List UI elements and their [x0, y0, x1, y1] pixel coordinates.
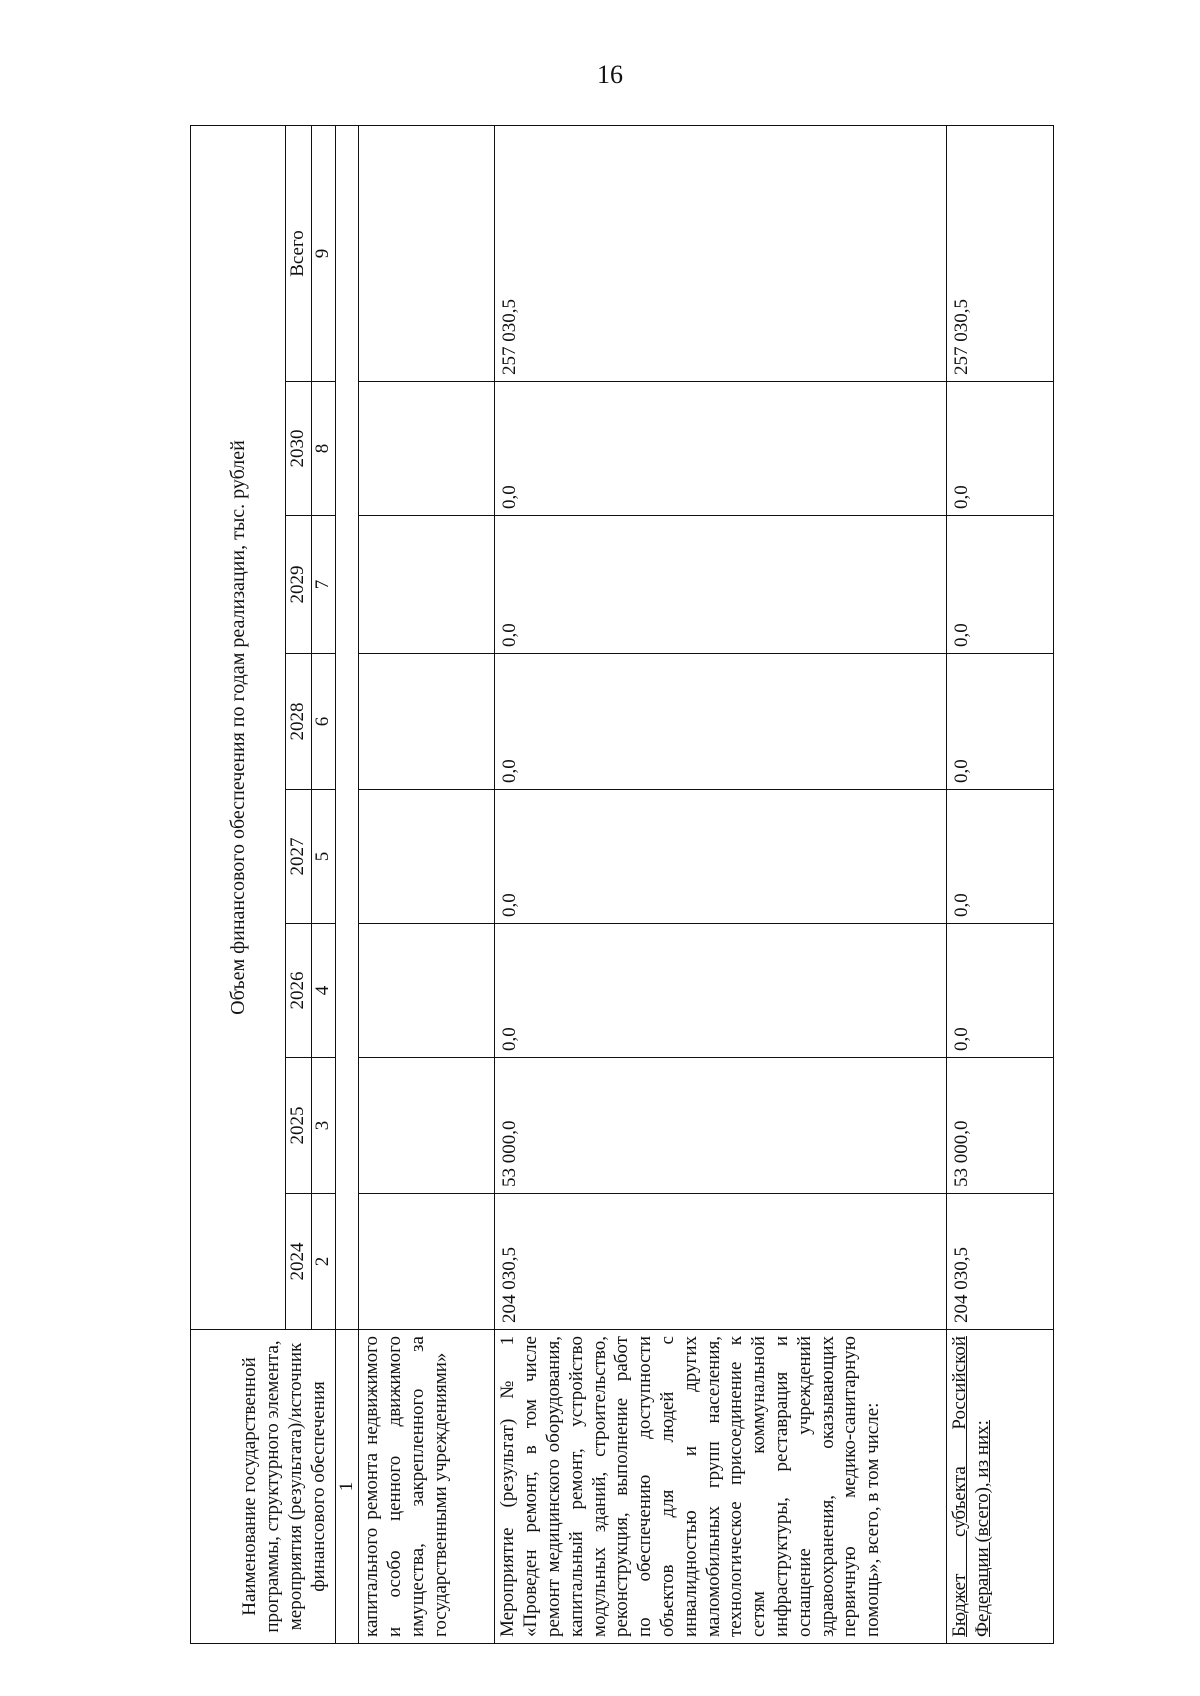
year-header: 2024 [286, 1194, 312, 1330]
column-number: 8 [311, 382, 335, 516]
year-header: 2027 [286, 790, 312, 924]
column-number: 1 [335, 1330, 359, 1644]
value-cell [359, 516, 495, 654]
year-header: 2028 [286, 654, 312, 790]
value-cell: 0,0 [947, 790, 1054, 924]
value-cell: 0,0 [947, 924, 1054, 1058]
row-name: Бюджет субъекта Российской Федерации (всего), из них: [947, 1330, 1054, 1644]
value-cell [359, 382, 495, 516]
value-cell [359, 1058, 495, 1194]
total-cell: 257 030,5 [947, 125, 1054, 381]
value-cell: 0,0 [947, 654, 1054, 790]
value-cell [359, 654, 495, 790]
total-cell: 257 030,5 [495, 125, 947, 381]
column-number: 6 [311, 654, 335, 790]
column-number: 3 [311, 1058, 335, 1194]
financing-table [190, 125, 1054, 1644]
rotated-table-wrapper [190, 126, 1054, 1644]
column-number: 9 [311, 125, 335, 381]
column-number: 5 [311, 790, 335, 924]
year-header: 2025 [286, 1058, 312, 1194]
value-cell: 0,0 [947, 382, 1054, 516]
value-cell [359, 924, 495, 1058]
value-cell: 204 030,5 [947, 1194, 1054, 1330]
column-number: 2 [311, 1194, 335, 1330]
year-header: 2030 [286, 382, 312, 516]
value-cell: 53 000,0 [495, 1058, 947, 1194]
column-number: 4 [311, 924, 335, 1058]
row-name: Мероприятие (результат) № 1 «Проведен ремонт, в том числе ремонт медицинского оборудования, капитальный ремонт, устройство модульных зданий, строительство, реконструкция, выполнение работ по обеспечению доступности объектов для людей с инвалидностью и других маломобильных групп населения, технологическое присоединение к сетям коммунальной инфраструктуры, реставрация и оснащение учреждений здравоохранения, оказывающих первичную медико-санитарную помощь», всего, в том числе: [495, 1330, 947, 1644]
value-cell: 0,0 [495, 516, 947, 654]
value-cell: 0,0 [495, 924, 947, 1058]
header-spacer [335, 125, 359, 1329]
value-cell: 0,0 [947, 516, 1054, 654]
value-cell: 204 030,5 [495, 1194, 947, 1330]
year-header: 2026 [286, 924, 312, 1058]
value-cell: 0,0 [495, 654, 947, 790]
column-number: 7 [311, 516, 335, 654]
page-number: 16 [597, 60, 623, 89]
total-cell [359, 125, 495, 381]
volume-header: Объем финансового обеспечения по годам реализации, тыс. рублей [191, 125, 286, 1329]
year-header: 2029 [286, 516, 312, 654]
total-header: Всего [286, 125, 312, 381]
value-cell: 0,0 [495, 382, 947, 516]
value-cell [359, 790, 495, 924]
value-cell [359, 1194, 495, 1330]
value-cell: 0,0 [495, 790, 947, 924]
value-cell: 53 000,0 [947, 1058, 1054, 1194]
row-name: капитального ремонта недвижимого и особо ценного движимого имущества, закрепленного за государственными учреждениями» [359, 1330, 495, 1644]
name-column-header: Наименование государственной программы, структурного элемента, мероприятия (результата)/источник финансового обеспечения [191, 1330, 336, 1644]
